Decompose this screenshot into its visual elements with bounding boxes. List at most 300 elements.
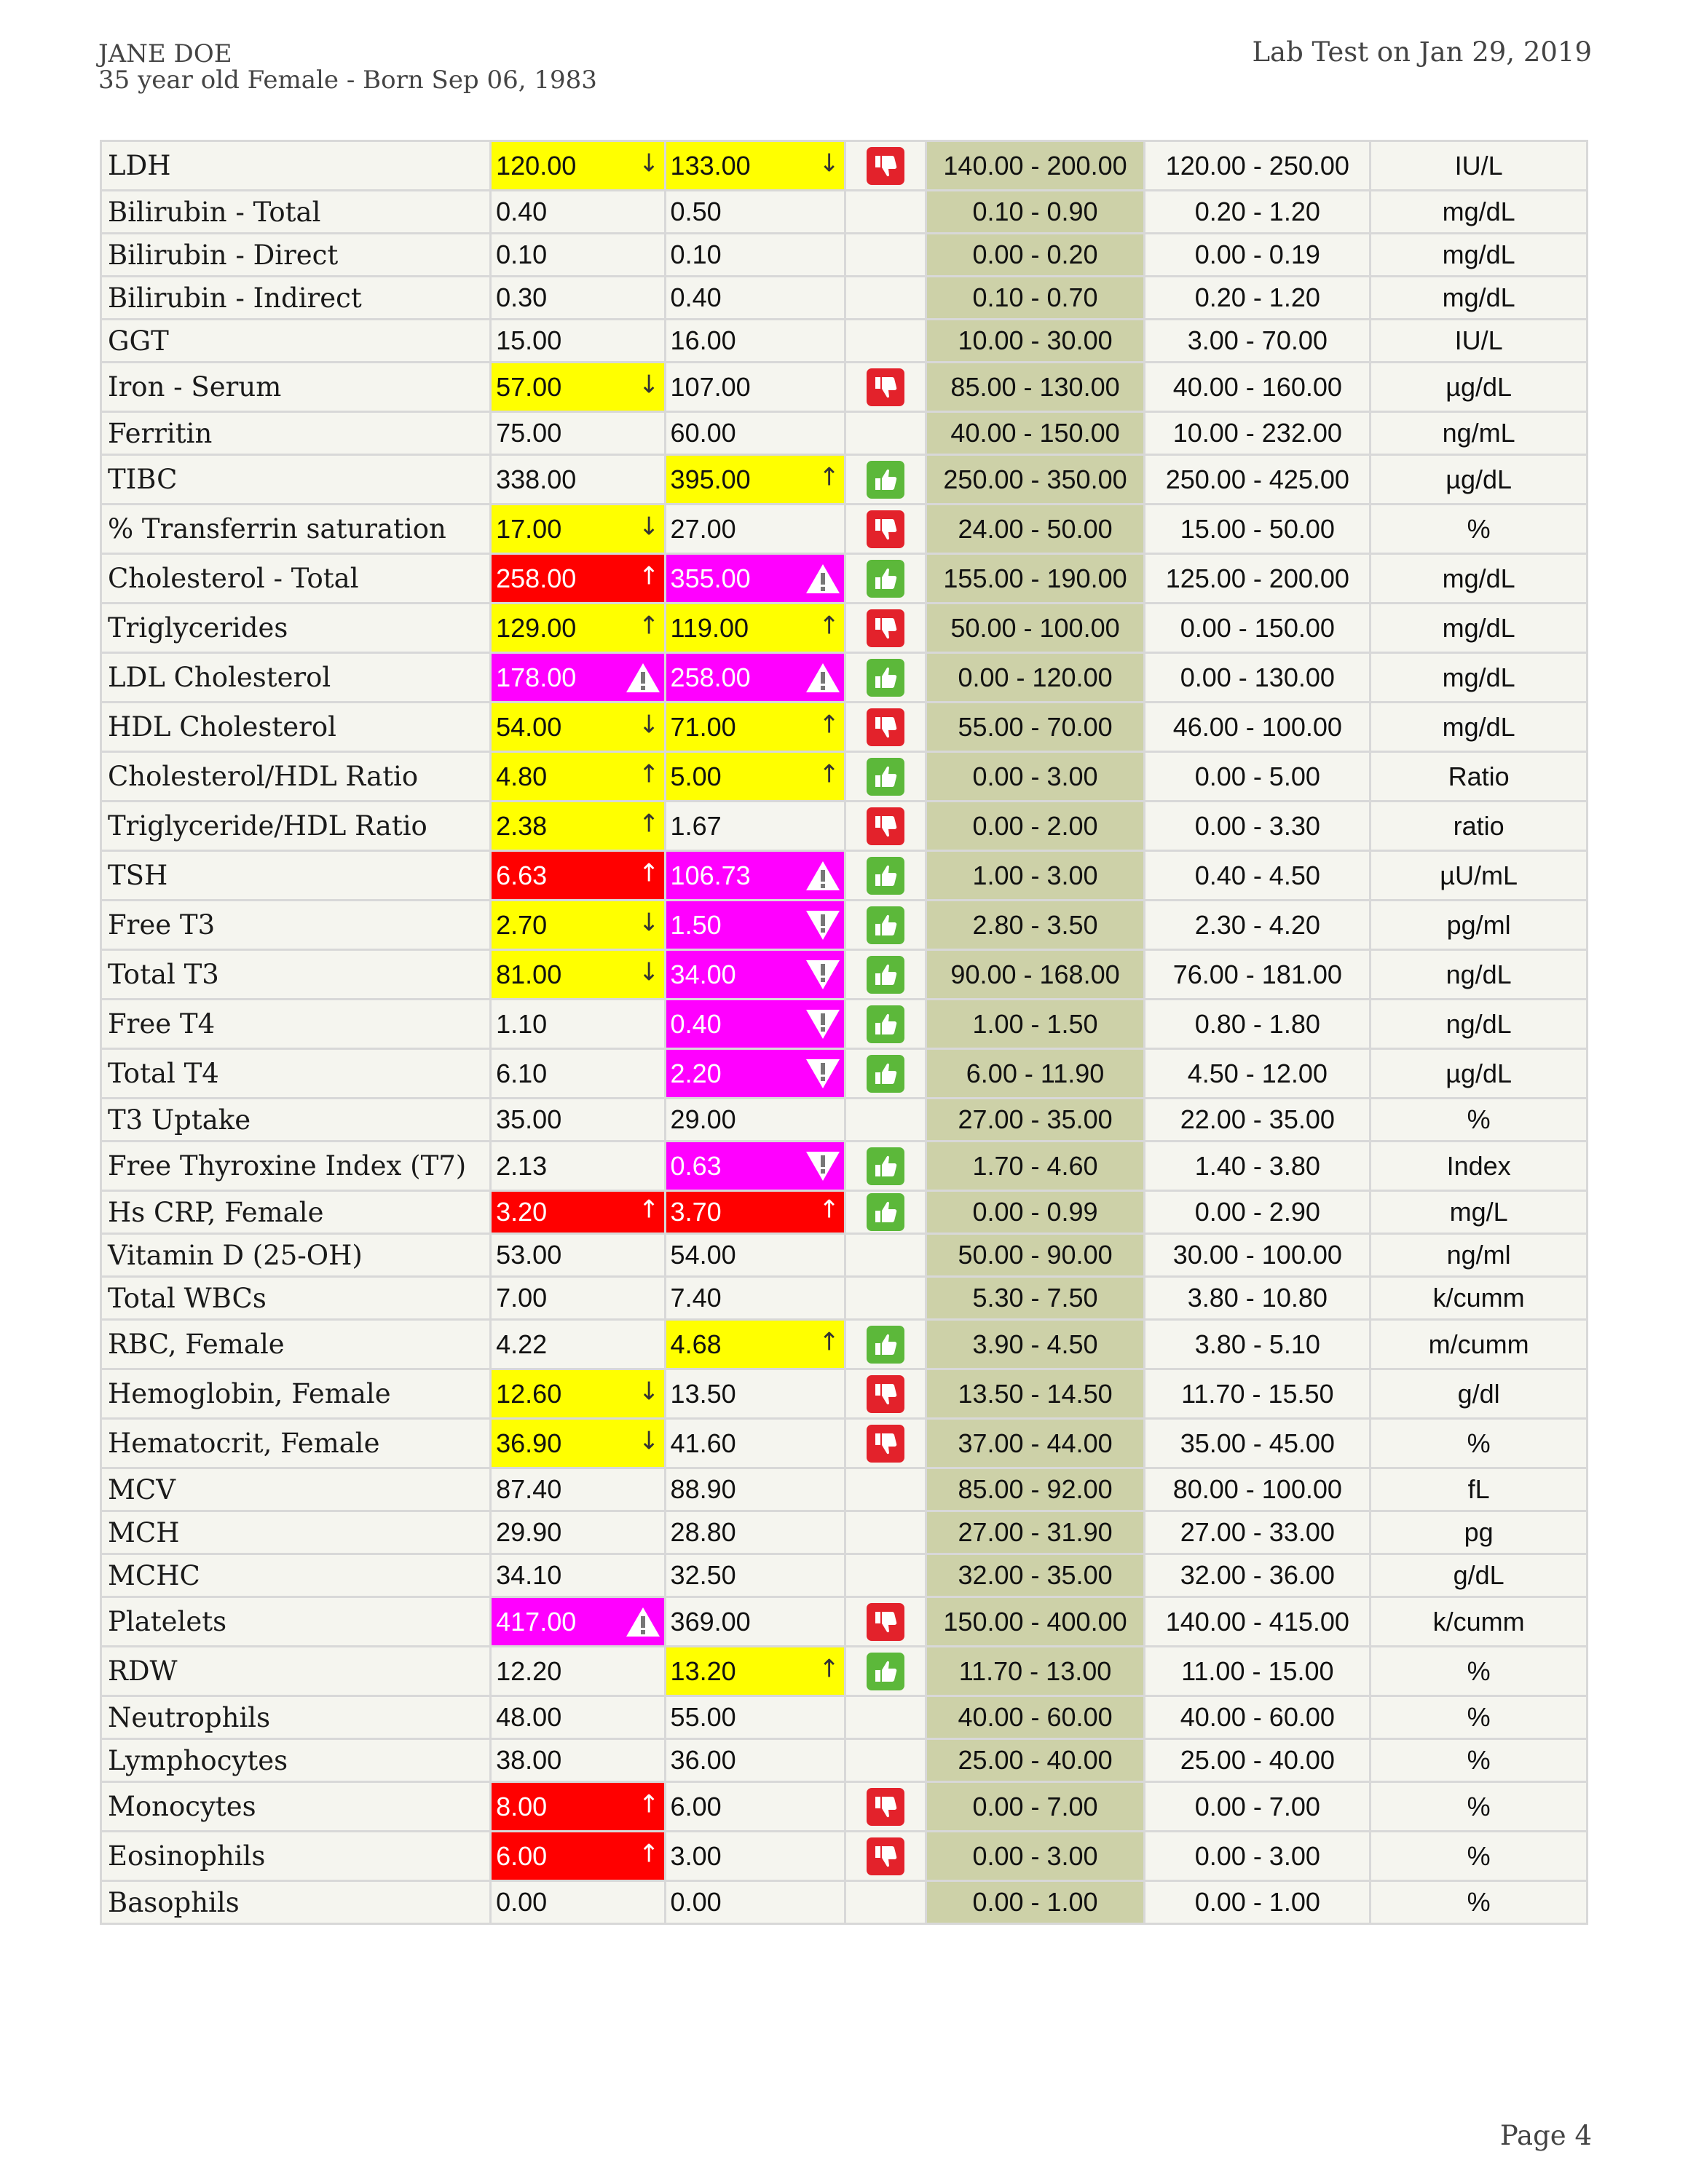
result-current [665,1832,845,1881]
optimal-range: 32.00 - 35.00 [926,1554,1145,1597]
optimal-range: 0.00 - 1.00 [926,1881,1145,1924]
standard-range: 0.00 - 1.00 [1145,1881,1370,1924]
table-row [101,141,1588,191]
trend-verdict [845,363,926,412]
standard-range: 10.00 - 232.00 [1145,412,1370,455]
thumbs-down-icon [867,609,904,647]
test-name: Hematocrit, Female [101,1419,491,1468]
unit: fL [1370,1468,1588,1511]
trend-verdict [845,1099,926,1142]
thumbs-down-icon [867,807,904,845]
test-name: T3 Uptake [101,1099,491,1142]
standard-range: 140.00 - 415.00 [1145,1597,1370,1647]
optimal-range: 24.00 - 50.00 [926,505,1145,554]
test-name: Triglyceride/HDL Ratio [101,802,491,851]
unit: g/dl [1370,1369,1588,1419]
standard-range: 0.00 - 5.00 [1145,752,1370,802]
warning-low-icon [805,958,841,992]
optimal-range: 37.00 - 44.00 [926,1419,1145,1468]
result-previous [491,1142,665,1191]
result-previous [491,320,665,363]
result-current [665,851,845,901]
thumbs-down-icon [867,147,904,185]
optimal-range: 0.00 - 3.00 [926,1832,1145,1881]
trend-verdict [845,277,926,320]
result-previous [491,604,665,653]
test-name: Iron - Serum [101,363,491,412]
result-value: 48.00 [496,1702,562,1732]
test-name: Basophils [101,1881,491,1924]
result-previous [491,1511,665,1554]
unit: k/cumm [1370,1597,1588,1647]
lab-results-table [100,140,1588,1925]
table-row [101,277,1588,320]
unit: mg/dL [1370,604,1588,653]
result-previous [491,455,665,505]
unit: Index [1370,1142,1588,1191]
result-current [665,1468,845,1511]
thumbs-down-icon [867,708,904,746]
optimal-range: 25.00 - 40.00 [926,1739,1145,1782]
thumbs-down-icon [867,510,904,548]
result-previous [491,1647,665,1696]
table-row [101,234,1588,277]
test-name: RDW [101,1647,491,1696]
arrow-down-icon: ↓ [639,710,660,740]
result-previous [491,234,665,277]
result-previous [491,1049,665,1099]
result-previous [491,191,665,234]
standard-range: 15.00 - 50.00 [1145,505,1370,554]
result-value: 3.00 [670,1840,722,1871]
optimal-range: 0.00 - 0.20 [926,234,1145,277]
arrow-up-icon: ↑ [819,759,840,789]
result-value: 0.40 [670,1008,722,1039]
result-value: 106.73 [670,860,751,890]
optimal-range: 13.50 - 14.50 [926,1369,1145,1419]
table-row [101,1468,1588,1511]
optimal-range: 0.00 - 7.00 [926,1782,1145,1832]
result-value: 133.00 [670,150,751,181]
standard-range: 0.00 - 150.00 [1145,604,1370,653]
result-value: 38.00 [496,1745,562,1775]
trend-verdict [845,752,926,802]
result-value: 12.20 [496,1655,562,1686]
arrow-up-icon: ↑ [639,809,660,839]
test-name: Hemoglobin, Female [101,1369,491,1419]
result-previous [491,802,665,851]
result-previous [491,1554,665,1597]
trend-verdict [845,1369,926,1419]
test-name: Total T4 [101,1049,491,1099]
result-value: 2.20 [670,1058,722,1088]
test-name: Bilirubin - Direct [101,234,491,277]
standard-range: 40.00 - 160.00 [1145,363,1370,412]
result-value: 4.22 [496,1329,548,1359]
standard-range: 46.00 - 100.00 [1145,703,1370,752]
table-row [101,320,1588,363]
result-value: 75.00 [496,418,562,448]
arrow-up-icon: ↑ [819,462,840,492]
result-current [665,1739,845,1782]
result-previous [491,141,665,191]
optimal-range: 5.30 - 7.50 [926,1277,1145,1320]
test-name: LDH [101,141,491,191]
optimal-range: 11.70 - 13.00 [926,1647,1145,1696]
test-name: GGT [101,320,491,363]
standard-range: 0.40 - 4.50 [1145,851,1370,901]
test-name: Bilirubin - Total [101,191,491,234]
result-value: 2.38 [496,810,548,841]
result-value: 0.10 [496,240,548,269]
thumbs-up-icon [867,659,904,697]
result-value: 60.00 [670,418,736,448]
table-row [101,191,1588,234]
standard-range: 0.00 - 3.00 [1145,1832,1370,1881]
test-name: Free T4 [101,1000,491,1049]
result-value: 54.00 [496,711,562,742]
table-row [101,1049,1588,1099]
test-name: Free T3 [101,901,491,950]
result-value: 338.00 [496,464,577,494]
unit: µg/dL [1370,455,1588,505]
result-value: 6.10 [496,1058,548,1088]
result-value: 1.50 [670,909,722,940]
optimal-range: 150.00 - 400.00 [926,1597,1145,1647]
unit: g/dL [1370,1554,1588,1597]
result-previous [491,1468,665,1511]
trend-verdict [845,1647,926,1696]
result-previous [491,1277,665,1320]
result-current [665,234,845,277]
trend-verdict [845,1000,926,1049]
table-row [101,363,1588,412]
result-value: 54.00 [670,1240,736,1270]
trend-verdict [845,950,926,1000]
test-name: Triglycerides [101,604,491,653]
arrow-down-icon: ↓ [639,1377,660,1406]
result-previous [491,363,665,412]
result-value: 1.67 [670,810,722,841]
unit: % [1370,1782,1588,1832]
table-row [101,851,1588,901]
result-value: 395.00 [670,464,751,494]
trend-verdict [845,604,926,653]
table-row [101,1142,1588,1191]
warning-low-icon [805,1008,841,1041]
result-current [665,277,845,320]
result-value: 57.00 [496,371,562,402]
table-row [101,901,1588,950]
unit: mg/dL [1370,554,1588,604]
result-current [665,141,845,191]
trend-verdict [845,1554,926,1597]
result-current [665,554,845,604]
optimal-range: 50.00 - 90.00 [926,1234,1145,1277]
optimal-range: 0.00 - 2.00 [926,802,1145,851]
trend-verdict [845,412,926,455]
result-previous [491,412,665,455]
standard-range: 125.00 - 200.00 [1145,554,1370,604]
optimal-range: 0.10 - 0.90 [926,191,1145,234]
unit: pg [1370,1511,1588,1554]
standard-range: 22.00 - 35.00 [1145,1099,1370,1142]
result-value: 119.00 [670,612,749,643]
trend-verdict [845,234,926,277]
table-row [101,1277,1588,1320]
result-value: 13.20 [670,1655,736,1686]
arrow-up-icon: ↑ [639,561,660,591]
result-previous [491,1099,665,1142]
result-value: 53.00 [496,1240,562,1270]
test-name: Bilirubin - Indirect [101,277,491,320]
test-name: Eosinophils [101,1832,491,1881]
warning-low-icon [805,1150,841,1183]
arrow-up-icon: ↑ [819,710,840,740]
standard-range: 27.00 - 33.00 [1145,1511,1370,1554]
result-previous [491,1419,665,1468]
result-previous [491,1000,665,1049]
table-row [101,703,1588,752]
arrow-up-icon: ↑ [639,858,660,888]
trend-verdict [845,653,926,703]
standard-range: 76.00 - 181.00 [1145,950,1370,1000]
result-value: 34.10 [496,1560,562,1590]
standard-range: 0.20 - 1.20 [1145,277,1370,320]
result-current [665,1099,845,1142]
table-row [101,554,1588,604]
thumbs-down-icon [867,1375,904,1413]
result-value: 178.00 [496,662,577,692]
standard-range: 0.00 - 7.00 [1145,1782,1370,1832]
trend-verdict [845,1419,926,1468]
optimal-range: 90.00 - 168.00 [926,950,1145,1000]
arrow-up-icon: ↑ [639,1195,660,1224]
arrow-up-icon: ↑ [819,1195,840,1224]
test-name: MCV [101,1468,491,1511]
test-name: Cholesterol - Total [101,554,491,604]
result-value: 4.80 [496,761,548,791]
arrow-up-icon: ↑ [819,1654,840,1684]
optimal-range: 40.00 - 150.00 [926,412,1145,455]
unit: m/cumm [1370,1320,1588,1369]
result-previous [491,1234,665,1277]
result-value: 2.13 [496,1150,548,1181]
arrow-down-icon: ↓ [639,512,660,542]
standard-range: 3.80 - 5.10 [1145,1320,1370,1369]
result-value: 369.00 [670,1606,751,1637]
result-value: 417.00 [496,1606,577,1637]
trend-verdict [845,1320,926,1369]
patient-name: JANE DOE [98,39,232,68]
result-previous [491,1597,665,1647]
result-value: 17.00 [496,513,562,544]
unit: pg/ml [1370,901,1588,950]
trend-verdict [845,1782,926,1832]
result-value: 355.00 [670,563,751,593]
unit: Ratio [1370,752,1588,802]
result-current [665,363,845,412]
result-current [665,505,845,554]
unit: % [1370,1739,1588,1782]
result-value: 87.40 [496,1474,562,1504]
result-value: 1.10 [496,1008,548,1039]
result-value: 107.00 [670,371,751,402]
thumbs-up-icon [867,1653,904,1690]
thumbs-up-icon [867,857,904,895]
trend-verdict [845,703,926,752]
optimal-range: 85.00 - 130.00 [926,363,1145,412]
result-current [665,1696,845,1739]
trend-verdict [845,1468,926,1511]
trend-verdict [845,1511,926,1554]
test-name: Hs CRP, Female [101,1191,491,1234]
optimal-range: 85.00 - 92.00 [926,1468,1145,1511]
result-value: 0.00 [496,1887,548,1917]
result-value: 6.63 [496,860,548,890]
table-row [101,1782,1588,1832]
table-row [101,1647,1588,1696]
result-value: 7.00 [496,1283,548,1313]
result-current [665,1647,845,1696]
test-name: MCH [101,1511,491,1554]
trend-verdict [845,901,926,950]
warning-high-icon [805,859,841,893]
thumbs-up-icon [867,1326,904,1364]
standard-range: 0.00 - 3.30 [1145,802,1370,851]
warning-high-icon [625,1605,661,1639]
trend-verdict [845,1234,926,1277]
trend-verdict [845,1049,926,1099]
result-current [665,901,845,950]
result-previous [491,950,665,1000]
result-value: 81.00 [496,959,562,989]
table-row [101,1597,1588,1647]
standard-range: 3.80 - 10.80 [1145,1277,1370,1320]
unit: % [1370,1881,1588,1924]
table-row [101,1554,1588,1597]
result-current [665,950,845,1000]
optimal-range: 27.00 - 35.00 [926,1099,1145,1142]
unit: mg/dL [1370,191,1588,234]
arrow-up-icon: ↑ [819,1327,840,1357]
trend-verdict [845,191,926,234]
result-current [665,455,845,505]
trend-verdict [845,455,926,505]
result-current [665,1000,845,1049]
optimal-range: 1.00 - 1.50 [926,1000,1145,1049]
unit: ng/ml [1370,1234,1588,1277]
table-row [101,1320,1588,1369]
result-previous [491,1782,665,1832]
thumbs-down-icon [867,1837,904,1875]
table-row [101,455,1588,505]
thumbs-up-icon [867,906,904,944]
result-current [665,1881,845,1924]
result-value: 0.30 [496,282,548,312]
result-value: 129.00 [496,612,577,643]
test-name: Total T3 [101,950,491,1000]
trend-verdict [845,1277,926,1320]
arrow-down-icon: ↓ [639,908,660,938]
table-row [101,1832,1588,1881]
result-value: 0.63 [670,1150,722,1181]
result-value: 0.10 [670,240,722,269]
result-value: 34.00 [670,959,736,989]
arrow-down-icon: ↓ [819,149,840,178]
table-row [101,1881,1588,1924]
thumbs-up-icon [867,1055,904,1093]
result-value: 28.80 [670,1517,736,1547]
result-value: 6.00 [496,1840,548,1871]
unit: mg/L [1370,1191,1588,1234]
arrow-up-icon: ↑ [639,611,660,641]
optimal-range: 10.00 - 30.00 [926,320,1145,363]
standard-range: 80.00 - 100.00 [1145,1468,1370,1511]
result-previous [491,703,665,752]
result-value: 0.50 [670,197,722,226]
result-value: 5.00 [670,761,722,791]
table-row [101,1099,1588,1142]
trend-verdict [845,141,926,191]
result-value: 36.00 [670,1745,736,1775]
result-current [665,1511,845,1554]
unit: % [1370,1832,1588,1881]
result-value: 15.00 [496,325,562,355]
result-current [665,191,845,234]
table-row [101,752,1588,802]
unit: ratio [1370,802,1588,851]
table-row [101,1234,1588,1277]
standard-range: 40.00 - 60.00 [1145,1696,1370,1739]
optimal-range: 0.00 - 3.00 [926,752,1145,802]
optimal-range: 3.90 - 4.50 [926,1320,1145,1369]
result-previous [491,901,665,950]
unit: % [1370,1419,1588,1468]
test-name: Vitamin D (25-OH) [101,1234,491,1277]
test-name: Total WBCs [101,1277,491,1320]
result-current [665,1782,845,1832]
standard-range: 250.00 - 425.00 [1145,455,1370,505]
standard-range: 0.00 - 130.00 [1145,653,1370,703]
arrow-down-icon: ↓ [639,1426,660,1456]
standard-range: 4.50 - 12.00 [1145,1049,1370,1099]
unit: µg/dL [1370,1049,1588,1099]
unit: µU/mL [1370,851,1588,901]
result-value: 258.00 [496,563,577,593]
result-previous [491,1696,665,1739]
unit: % [1370,1099,1588,1142]
test-name: TIBC [101,455,491,505]
trend-verdict [845,851,926,901]
table-row [101,950,1588,1000]
arrow-up-icon: ↑ [639,1789,660,1819]
table-row [101,412,1588,455]
standard-range: 11.70 - 15.50 [1145,1369,1370,1419]
patient-info: 35 year old Female - Born Sep 06, 1983 [98,66,597,95]
warning-low-icon [805,909,841,942]
arrow-down-icon: ↓ [639,149,660,178]
table-row [101,1191,1588,1234]
thumbs-up-icon [867,1193,904,1231]
result-value: 32.50 [670,1560,736,1590]
result-value: 120.00 [496,150,577,181]
standard-range: 35.00 - 45.00 [1145,1419,1370,1468]
test-name: Lymphocytes [101,1739,491,1782]
result-current [665,1234,845,1277]
table-row [101,1511,1588,1554]
arrow-up-icon: ↑ [639,759,660,789]
